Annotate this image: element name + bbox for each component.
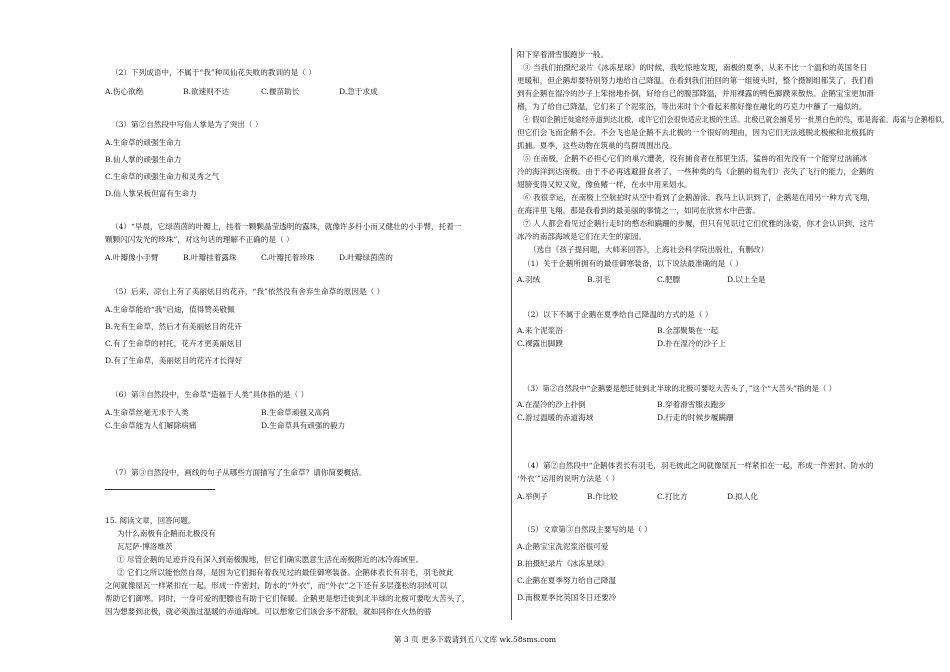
article-author: 瓦尼萨·博洛维茨 [117, 542, 173, 551]
article-paragraph-4-line: 抓捕。夏季，这些动物在筑巢的鸟群周围出没。 [517, 141, 677, 150]
option: B.作比较 [587, 492, 618, 501]
option: D.南极夏季比英国冬日还要冷 [517, 593, 617, 602]
question-5-stem: （5）后来，凉台上有了美丽炫目的花卉，“我”依然没有舍弃生命草的原因是（ ） [111, 287, 385, 296]
option: C.游过温暖的赤道海域 [517, 413, 594, 422]
option: A.来个泥浆浴 [517, 326, 563, 335]
article-paragraph-3-line: 到有企鹅在湿冷的沙子上笨拙地扑倒，好给自己的腹部降温，并用裸露的鸭色脚蹼来散热。企鹅宝宝更加滑 [517, 89, 874, 98]
option: D.急于求成 [339, 87, 378, 96]
question-2-stem: （2）以下不属于企鹅在夏季给自己降温的方式的是（ ） [523, 310, 713, 319]
article-paragraph-3-line: 稽，为了给自己降温，它们来了个泥浆浴，等出来时个个看起来都好像在融化的巧克力中蘸了一遍似的。 [517, 102, 867, 111]
article-paragraph-6-line: 在海洋里飞翔。那是我看到的最美丽的事情之一，如同在欣赏水中芭蕾。 [517, 206, 760, 215]
article-title: 为什么南极有企鹅而北极没有 [117, 529, 216, 538]
article-paragraph-3-line: 更暖和，但企鹅却要特别努力地给自己降温。在看到我们拍回的第一组镜头时，整个摄制组都笑了，我们看 [517, 76, 874, 85]
question-4-stem-line: （4）第②自然段中“企鹅体表长有羽毛，羽毛彼此之间就像屋瓦一样紧扣在一起，形成一件密封、防水的 [523, 461, 874, 470]
option: A.举例子 [517, 492, 548, 501]
answer-blank-line [105, 489, 215, 490]
option: A.生命草能给“我”启迪，值得赞美敬佩 [105, 305, 235, 314]
question-4-stem-line: 颗颗闪闪发光的珍珠”，对这句话的理解不正确的是（ ） [105, 235, 294, 244]
option: B.叶瓣挂着露珠 [183, 253, 237, 262]
option: C.打比方 [657, 492, 688, 501]
option: C.叶瓣托着珍珠 [261, 253, 315, 262]
option: B.生命草顽强又高尚 [261, 408, 330, 417]
article-paragraph-4-line: ④ 假如企鹅迁徙途经赤道到达北极，或许它们会很快适应北极的生活。北极已就会捕觅另一批黑白色的鸟，那是海雀。海雀与企鹅相似， [523, 115, 949, 124]
page-footer: 第 3 页 更多下载请到五八文库 wk.58sms.com [393, 635, 557, 644]
option: B.穿着滑雪服去跑步 [657, 400, 726, 409]
question-7-stem: （7）第③自然段中，画线的句子从哪些方面描写了生命草？请你简要概括。 [111, 468, 367, 477]
article-paragraph-2-line: 帮助它们御寒。同时，一身可爱的肥膘也有助于它们保暖。企鹅更是想迁徙到北半球的北极可要吃大苦头了， [105, 594, 470, 603]
option: C.肥膘 [657, 275, 681, 284]
option: A.伤心欲绝 [105, 87, 144, 96]
question-6-stem: （6）第③自然段中，生命草“造福于人类”具体指的是（ ） [111, 390, 309, 399]
article-paragraph-6-line: ⑥ 我很幸运，在南极上空航拍时从空中看到了企鹅游泳。我马上认识到了，企鹅是在用另一种方式飞翔， [523, 193, 875, 202]
option: B.拍摄纪录片《冰冻星球》 [517, 559, 609, 568]
option: C.有了生命草的衬托，花卉才更美丽炫目 [105, 339, 243, 348]
question-3-stem: （3）第②自然段中写仙人掌是为了突出（ ） [111, 120, 263, 129]
article-paragraph-2-line: 因为想要到北极，就必须游过温暖的赤道海域。可以想象它们该会多不舒服，就如同你在火热的骄 [105, 607, 432, 616]
option: B.羽毛 [587, 275, 611, 284]
column-divider [511, 48, 512, 620]
question-4-stem-line: ‘外衣’”运用的说明方法是（ ） [517, 474, 620, 483]
option: D.以上全是 [727, 275, 766, 284]
article-paragraph-5-line: ⑤ 在南极，企鹅不必担心它们的巢穴遭袭，没有捕食者在那里生活，猛兽的祖先没有一个能穿过汹涌冰 [523, 154, 868, 163]
article-paragraph-7-line: ⑦ 人人都会看见过企鹅行走时的憨态和蹒跚的步履，但只有见识过它们优雅的泳姿，你才会认识到，这片 [523, 219, 875, 228]
option: B.仙人掌的顽强生命力 [105, 155, 182, 164]
article-paragraph-4-line: 但它们会飞而企鹅不会。不会飞也是企鹅不去北极的一个很好的理由，因为它们无法逃脱北极熊和北极狐的 [517, 128, 874, 137]
option: C.生命草的顽强生命力和灵秀之气 [105, 172, 220, 181]
option: C.企鹅在夏季努力给自己降温 [517, 576, 617, 585]
article-paragraph-2-line: 之间就像屋瓦一样紧扣在一起，形成一件密封、防水的“外衣”，而“外衣”之下还有多层蓬松的羽绒可以 [105, 581, 448, 590]
option: D.有了生命草，美丽炫目的花卉才长得好 [105, 356, 243, 365]
option: C.裸露出脚蹼 [517, 339, 563, 348]
option: D.生命草具有顽强的毅力 [261, 421, 346, 430]
option: D.拟人化 [727, 492, 759, 501]
option: D.叶瓣绿茵茵的 [339, 253, 393, 262]
option: A.叶瓣像小手臂 [105, 253, 159, 262]
option: B.全部聚集在一起 [657, 326, 719, 335]
option: B.先有生命草，然后才有美丽炫目的花卉 [105, 322, 243, 331]
article-paragraph-3-line: ③ 当我们拍摄纪录片《冰冻星球》的时候，我吃惊地发现，南极的夏季，从来不比一个温和的英国冬日 [523, 63, 868, 72]
option: C.生命草能为人们解除病痛 [105, 421, 197, 430]
question-2-stem: （2）下列成语中，不属于“我”种凤仙花失败的教训的是（ ） [111, 68, 316, 77]
option: A.企鹅宝宝洗泥浆浴很可爱 [517, 542, 609, 551]
question-4-stem-line: （4）“早晨，它绿茵茵的叶瓣上，挂着一颗颗晶莹透明的露珠，就像许多纤小而又健壮的小手臂，托着一 [111, 222, 462, 231]
article-paragraph-2-line: ② 它们之所以能怡然自得，是因为它们拥有着我见过的最佳御寒装备。企鹅体表长有羽毛，羽毛彼此 [117, 568, 454, 577]
option: A.生命草丝毫无求于人类 [105, 408, 189, 417]
question-5-stem: （5）文章第③自然段主要写的是（ ） [523, 525, 652, 534]
option: D.仙人掌呆板但富有生命力 [105, 189, 197, 198]
question-3-stem: （3）第②自然段中“企鹅要是想迁徙到北半球的北极可要吃大苦头了，”这个“大苦头”指的是（ ） [523, 384, 837, 393]
option: A.羽绒 [517, 275, 541, 284]
article-continuation: 阳下穿着滑雪服跑步一般。 [517, 50, 609, 59]
question-1-stem: （1）关于企鹅所拥有的最佳御寒装备，以下说法最准确的是（ ） [523, 259, 743, 268]
article-paragraph-5-line: 冷的海洋到达南极。由于不必再逃避猎食者了，一些种类的鸟（企鹅的祖先们）丧失了飞行的能力，企鹅的 [517, 167, 874, 176]
article-paragraph-7-line: 冰冷的南部海域是它们在天生的家园。 [517, 232, 647, 241]
question-15-intro: 15. 阅读文章，回答问题。 [105, 516, 196, 525]
option: D.扑在湿冷的沙子上 [657, 339, 726, 348]
option: B.欲速则不达 [183, 87, 229, 96]
option: C.揠苗助长 [261, 87, 300, 96]
article-paragraph-5-line: 翅膀变得又短又宽，像鱼鳍一样，在水中用来划水。 [517, 180, 692, 189]
option: A.生命草的顽强生命力 [105, 138, 182, 147]
option: A.在湿冷的沙上扑倒 [517, 400, 586, 409]
article-paragraph-1: ① 尽管企鹅的足迹并没有深入到南极腹地，但它们确实愿意生活在南极附近的冰冷海域里。 [117, 555, 424, 564]
option: D.行走的时候步履蹒跚 [657, 413, 734, 422]
article-source: （选自《孩子提问题，大师来回答》，上海社会科学院出版社，有删改） [529, 245, 769, 254]
